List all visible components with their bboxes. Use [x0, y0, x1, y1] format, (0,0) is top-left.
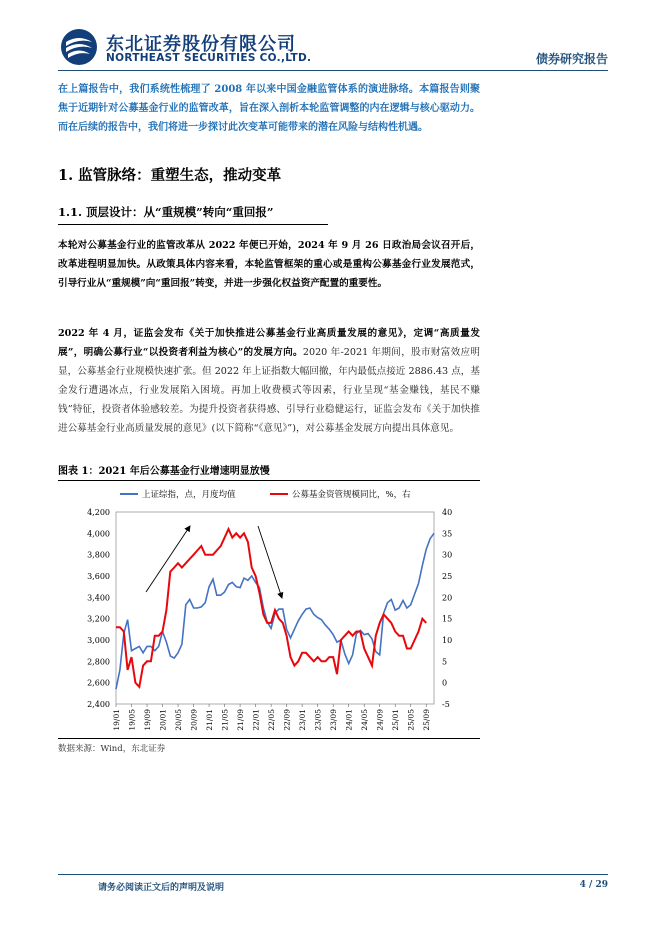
- figure-source: 数据来源：Wind，东北证券: [58, 744, 166, 754]
- x-tick-label: 22/05: [267, 709, 277, 731]
- x-tick-label: 23/01: [298, 709, 308, 731]
- company-name-en: NORTHEAST SECURITIES CO.,LTD.: [106, 52, 312, 64]
- x-tick-label: 25/01: [391, 709, 401, 731]
- x-tick-label: 23/05: [313, 709, 323, 731]
- page-number: 4 / 29: [579, 880, 608, 890]
- right-tick-label: 10: [442, 636, 453, 645]
- x-tick-label: 21/01: [205, 709, 215, 731]
- intro-paragraph: 在上篇报告中，我们系统性梳理了 2008 年以来中国金融监管体系的演进脉络。本篇报告则聚焦于近期针对公募基金行业的监管改革，旨在深入剖析本轮监管调整的内在逻辑与核心驱动力。而在后续的报告中，我们将进一步探讨此次变革可能带来的潜在风险与结构性机遇。: [58, 84, 480, 133]
- left-tick-label: 2,400: [87, 700, 110, 709]
- x-tick-label: 20/05: [174, 709, 184, 731]
- paragraph-body: 2020 年-2021 年期间，股市财富效应明显，公募基金行业规模快速扩张。但 2022 年上证指数大幅回撤，年内最低点接近 2886.43 点，基金发行遭遇冰点，行业发展陷入困境。再加上收费模式等因素，行业呈现“基金赚钱，基民不赚钱”特征，投资者体验感较差。为提升投资者获得感、引导行业稳健运行，证监会发布《关于加快推进公募基金行业高质量发展的意见》(以下简称“《意见》”)，对公募基金发展方向提出具体意见。: [58, 347, 480, 434]
- x-tick-label: 22/09: [282, 709, 292, 731]
- footer-divider: [58, 874, 608, 875]
- left-tick-label: 4,200: [87, 508, 110, 517]
- left-tick-label: 3,800: [87, 550, 110, 560]
- fund-growth-chart: [58, 482, 480, 736]
- figure-title: 图表 1：2021 年后公募基金行业增速明显放慢: [58, 466, 270, 477]
- left-tick-label: 3,400: [87, 593, 110, 603]
- right-tick-label: -5: [442, 700, 450, 709]
- right-tick-label: 5: [442, 657, 448, 667]
- legend-label-right: 公募基金资管规模同比，%，右: [292, 490, 411, 500]
- x-tick-label: 20/01: [158, 709, 168, 731]
- right-tick-label: 40: [442, 508, 453, 517]
- left-tick-label: 3,600: [87, 572, 110, 581]
- x-tick-label: 24/01: [344, 709, 354, 731]
- right-tick-label: 15: [442, 614, 453, 624]
- x-tick-label: 24/09: [375, 709, 385, 731]
- figure-bottom-rule: [58, 738, 480, 739]
- subsection-underline: [58, 224, 328, 225]
- trend-arrow-up: [146, 526, 190, 592]
- x-tick-label: 22/01: [251, 709, 261, 731]
- left-tick-label: 4,000: [87, 529, 110, 539]
- series-line-right: [116, 529, 426, 687]
- x-tick-label: 21/09: [236, 709, 246, 731]
- legend-label-left: 上证综指，点，月度均值: [142, 490, 236, 500]
- left-tick-label: 3,200: [87, 614, 110, 624]
- paragraph-2022-opinion: [58, 324, 480, 438]
- left-tick-label: 3,000: [87, 636, 110, 645]
- right-tick-label: 20: [442, 593, 453, 603]
- x-tick-label: 21/05: [220, 709, 230, 731]
- report-type-label: 债券研究报告: [535, 52, 608, 66]
- x-tick-label: 23/09: [329, 709, 339, 731]
- right-tick-label: 30: [442, 550, 453, 560]
- right-tick-label: 0: [442, 678, 448, 688]
- x-tick-label: 20/09: [189, 709, 199, 731]
- x-tick-label: 25/09: [422, 709, 432, 731]
- x-tick-label: 19/01: [112, 709, 121, 731]
- x-tick-label: 24/05: [360, 709, 370, 731]
- page-header: [60, 28, 608, 74]
- footer-disclaimer: 请务必阅读正文后的声明及说明: [98, 883, 225, 893]
- company-name-cn: 东北证券股份有限公司: [106, 34, 296, 55]
- subsection-heading: 1.1. 顶层设计：从“重规模”转向“重回报”: [58, 205, 274, 219]
- x-tick-label: 25/05: [406, 709, 416, 731]
- paragraph-reform-overview: 本轮对公募基金行业的监管改革从 2022 年便已开始，2024 年 9 月 26 日政治局会议召开后，改革进程明显加快。从政策具体内容来看，本轮监管框架的重心或是重构公募基金行业发展范式，引导行业从“重规模”向“重回报”转变，并进一步强化权益资产配置的重要性。: [58, 240, 480, 289]
- section-heading: 1. 监管脉络：重塑生态，推动变革: [58, 167, 282, 184]
- figure-top-rule: [58, 480, 480, 481]
- x-tick-label: 19/05: [127, 709, 137, 731]
- left-tick-label: 2,800: [87, 657, 110, 667]
- right-tick-label: 35: [442, 529, 453, 539]
- trend-arrow-down: [258, 526, 282, 598]
- left-tick-label: 2,600: [87, 678, 110, 688]
- company-logo-icon: [60, 28, 98, 66]
- x-tick-label: 19/09: [143, 709, 153, 731]
- header-divider: [58, 70, 608, 71]
- right-tick-label: 25: [442, 572, 453, 581]
- paragraph-lead: 2022 年 4 月，证监会发布《关于加快推进公募基金行业高质量发展的意见》，定调“高质量发展”，明确公募行业“以投资者利益为核心”的发展方向。: [58, 328, 480, 358]
